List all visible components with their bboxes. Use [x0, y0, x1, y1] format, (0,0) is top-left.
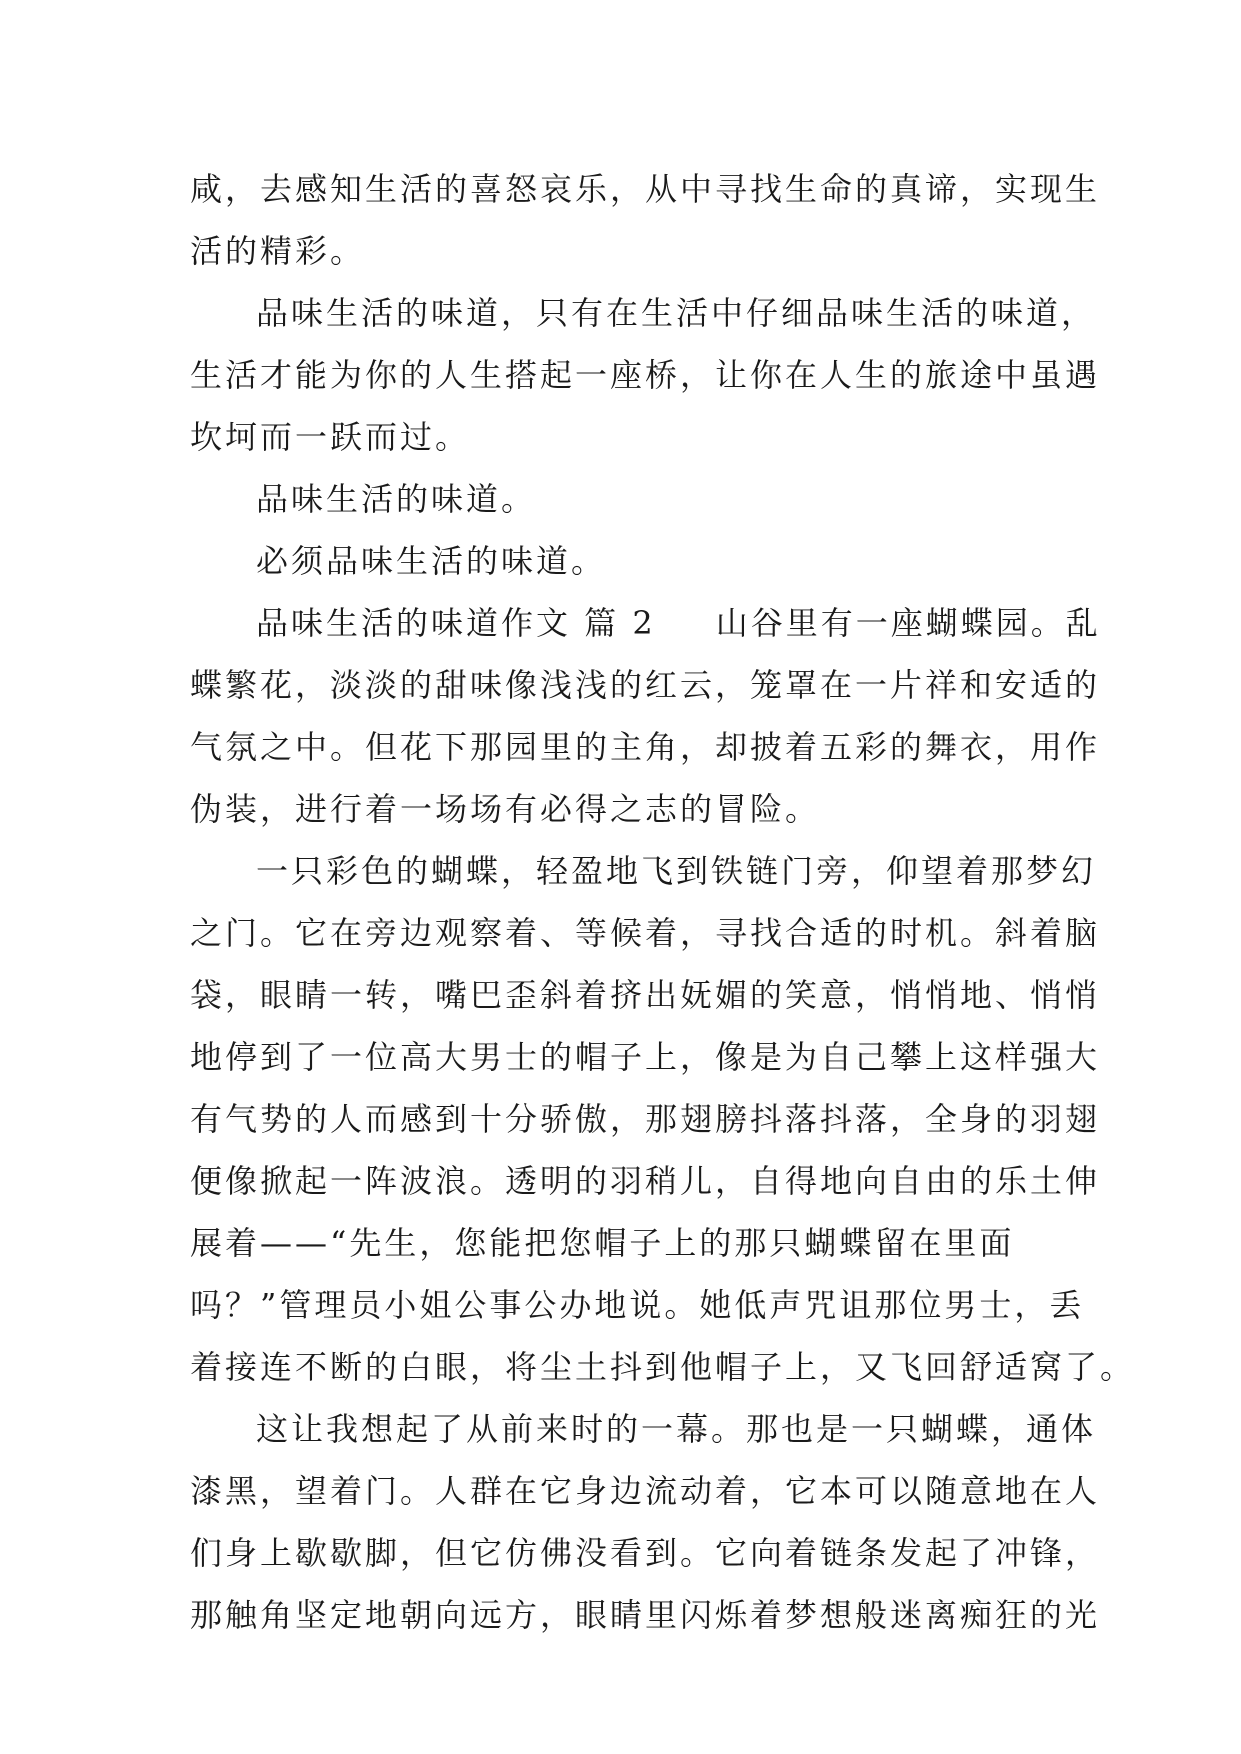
text-line: 着接连不断的白眼，将尘土抖到他帽子上，又飞回舒适窝了。 — [190, 1348, 1136, 1386]
essay-body — [190, 158, 1136, 1646]
text-line: 漆黑，望着门。人群在它身边流动着，它本可以随意地在人 — [190, 1472, 1101, 1510]
text-line: 便像掀起一阵波浪。透明的羽稍儿，自得地向自由的乐土伸 — [190, 1162, 1101, 1200]
text-line: 咸，去感知生活的喜怒哀乐，从中寻找生命的真谛，实现生 — [190, 170, 1101, 208]
paragraph-line: 品味生活的味道。 — [256, 480, 537, 518]
text-line: 地停到了一位高大男士的帽子上，像是为自己攀上这样强大 — [190, 1038, 1101, 1076]
paragraph-line: 这让我想起了从前来时的一幕。那也是一只蝴蝶，通体 — [256, 1410, 1097, 1448]
text-line: 气氛之中。但花下那园里的主角，却披着五彩的舞衣，用作 — [190, 728, 1101, 766]
text-line: 之门。它在旁边观察着、等候着，寻找合适的时机。斜着脑 — [190, 914, 1101, 952]
paragraph-line: 品味生活的味道，只有在生活中仔细品味生活的味道， — [256, 294, 1097, 332]
text-line: 蝶繁花，淡淡的甜味像浅浅的红云，笼罩在一片祥和安适的 — [190, 666, 1101, 704]
text-segment: 山谷里有一座蝴蝶园。乱 — [715, 604, 1101, 642]
essay-title: 品味生活的味道作文 篇 2 — [256, 604, 656, 642]
text-line: 伪装，进行着一场场有必得之志的冒险。 — [190, 790, 821, 828]
text-line: 吗？”管理员小姐公事公办地说。她低声咒诅那位男士，丢 — [190, 1286, 1085, 1324]
text-line: 们身上歇歇脚，但它仿佛没看到。它向着链条发起了冲锋， — [190, 1534, 1101, 1572]
paragraph-line: 一只彩色的蝴蝶，轻盈地飞到铁链门旁，仰望着那梦幻 — [256, 852, 1097, 890]
text-line: 有气势的人而感到十分骄傲，那翅膀抖落抖落，全身的羽翅 — [190, 1100, 1101, 1138]
text-line: 活的精彩。 — [190, 232, 366, 270]
essay-heading-line — [190, 592, 1101, 654]
text-line: 那触角坚定地朝向远方，眼睛里闪烁着梦想般迷离痴狂的光 — [190, 1596, 1101, 1634]
text-line: 生活才能为你的人生搭起一座桥，让你在人生的旅途中虽遇 — [190, 356, 1101, 394]
text-line: 展着——“先生，您能把您帽子上的那只蝴蝶留在里面 — [190, 1224, 1015, 1262]
paragraph-line: 必须品味生活的味道。 — [256, 542, 607, 580]
text-line: 袋，眼睛一转，嘴巴歪斜着挤出妩媚的笑意，悄悄地、悄悄 — [190, 976, 1101, 1014]
text-line: 坎坷而一跃而过。 — [190, 418, 471, 456]
